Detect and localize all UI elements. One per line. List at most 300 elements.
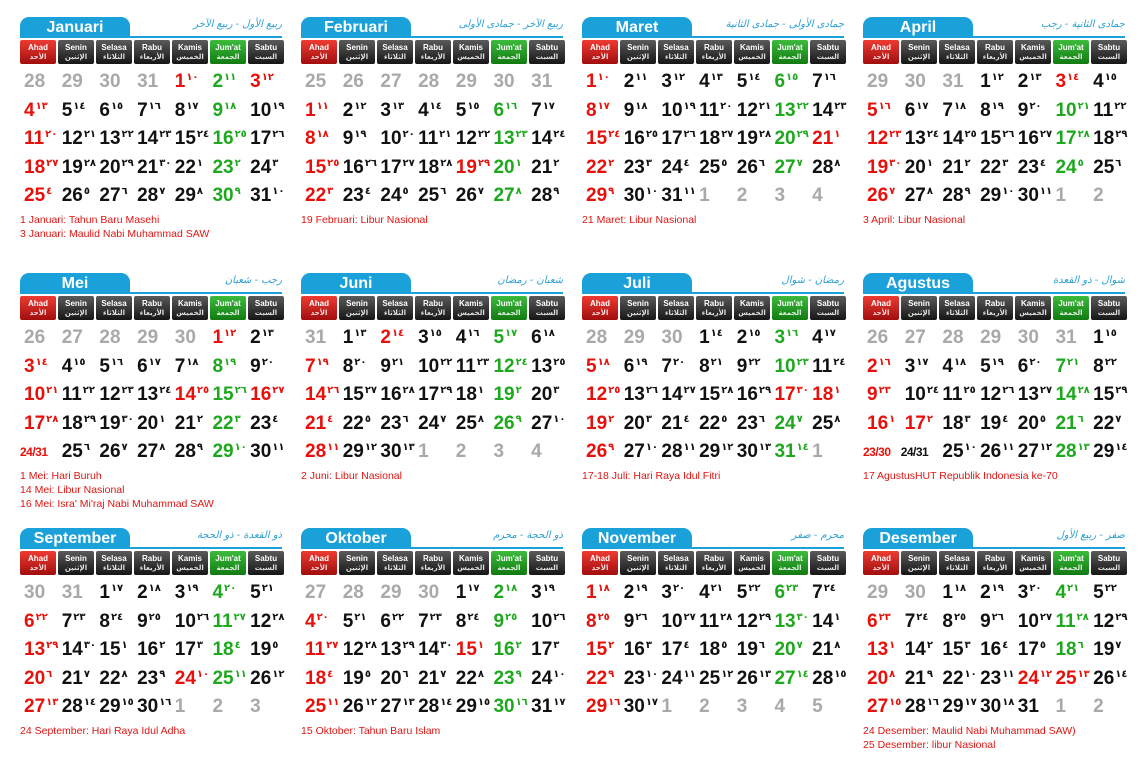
weekday-label: Sabtu: [535, 299, 559, 308]
month-underline: [20, 547, 282, 549]
gregorian-day: 17: [418, 384, 440, 405]
gregorian-day: 13: [99, 128, 121, 149]
gregorian-day: 28: [1055, 441, 1077, 462]
gregorian-day: 31: [250, 185, 272, 206]
day-cell: [620, 438, 658, 467]
gregorian-day: 13: [380, 639, 402, 660]
gregorian-day: 12: [867, 128, 889, 149]
day-cell: [808, 608, 846, 637]
hijri-day: ٣٠: [796, 611, 809, 623]
gregorian-day: 23: [342, 185, 364, 206]
day-cell: [657, 381, 695, 410]
weekday-selasa: [96, 296, 132, 320]
weekday-label: Jum'at: [496, 43, 522, 52]
gregorian-day: 6: [99, 99, 110, 121]
day-cell: [301, 579, 339, 608]
gregorian-day: 29: [699, 441, 721, 462]
hijri-day: ١٠: [964, 668, 977, 680]
day-cell: [657, 154, 695, 183]
day-cell: [1014, 182, 1052, 211]
day-cell: [582, 665, 620, 694]
hijri-day: ٢: [515, 640, 522, 651]
day-cell: [20, 636, 58, 665]
hijri-day: ٢٩: [1115, 611, 1128, 623]
hijri-day: ١٨: [953, 100, 967, 112]
weekday-header-row: [301, 551, 565, 575]
gregorian-day: 13: [493, 128, 515, 149]
day-cell: [171, 636, 209, 665]
month-september: [20, 528, 284, 764]
day-cell: [808, 693, 846, 722]
day-cell: [414, 125, 452, 154]
holiday-notes: [20, 469, 284, 511]
gregorian-day: 24: [174, 667, 196, 689]
gregorian-day: 10: [174, 610, 196, 632]
gregorian-day: 13: [1017, 384, 1039, 405]
weekday-arabic: السبت: [1097, 53, 1121, 61]
month-juli: [582, 273, 846, 509]
day-cell: [489, 324, 527, 353]
hijri-day: ٢٦: [645, 385, 659, 396]
day-grid: [863, 324, 1127, 467]
weekday-rabu: [415, 296, 451, 320]
weekday-arabic: الثلاثاء: [945, 53, 969, 61]
hijri-day: ١٩: [635, 583, 648, 594]
day-cell: [527, 324, 565, 353]
hijri-day: ٣: [1002, 157, 1009, 169]
gregorian-day: 18: [212, 639, 234, 660]
day-cell: [976, 353, 1014, 382]
hijri-day: ٢٧: [1039, 385, 1053, 396]
weekday-arabic: الأحد: [310, 53, 328, 61]
gregorian-day: 26: [736, 667, 758, 689]
gregorian-day: 22: [342, 412, 364, 434]
day-cell: [620, 608, 658, 637]
day-cell: [808, 125, 846, 154]
hijri-day: ٢٢: [391, 611, 405, 623]
weekday-arabic: الخميس: [738, 564, 766, 572]
day-cell: [770, 182, 808, 211]
weekday-kamis: [453, 551, 489, 575]
gregorian-day: 27: [493, 185, 515, 206]
day-cell: [246, 125, 284, 154]
hijri-day: ١٣: [758, 668, 772, 680]
day-cell: [695, 410, 733, 439]
hijri-day: ٦: [83, 442, 90, 453]
hijri-day: ١٢: [672, 72, 686, 83]
hijri-day: ٢٠: [720, 100, 733, 112]
weekday-arabic: الأربعاء: [420, 53, 446, 61]
weekday-arabic: الثلاثاء: [383, 53, 407, 61]
gregorian-day: 5: [493, 327, 505, 348]
hijri-day: ٢٧: [1039, 611, 1053, 623]
hijri-day: ١٠: [964, 442, 977, 453]
gregorian-day: 11: [812, 355, 833, 377]
gregorian-day: 4: [812, 327, 823, 348]
gregorian-day: 14: [812, 610, 834, 632]
gregorian-day: 10: [531, 610, 553, 632]
day-cell: [620, 97, 658, 126]
day-cell: [808, 636, 846, 665]
day-cell: [339, 182, 377, 211]
hijri-day: ١٢: [364, 442, 378, 453]
day-cell: [208, 636, 246, 665]
gregorian-day: 4: [699, 582, 710, 603]
day-cell: [20, 381, 58, 410]
hijri-day: ٢٩: [440, 385, 453, 396]
day-cell: [938, 636, 976, 665]
hijri-day: ٢٩: [758, 611, 772, 623]
hijri-day: ١٧: [916, 100, 929, 112]
gregorian-day: 22: [99, 667, 121, 689]
gregorian-day: 13: [137, 384, 159, 405]
day-cell: [208, 68, 246, 97]
gregorian-day: 12: [99, 384, 121, 405]
day-cell: [1051, 381, 1089, 410]
hijri-day: ١٤: [35, 356, 48, 368]
month-underline: [20, 36, 282, 38]
gregorian-day: 20: [904, 156, 926, 178]
day-cell: [414, 353, 452, 382]
gregorian-day: 2: [623, 71, 635, 92]
gregorian-day: 17: [1055, 128, 1077, 149]
gregorian-day: 18: [418, 156, 440, 178]
hijri-day: ١: [515, 157, 522, 169]
day-cell: [95, 381, 133, 410]
hijri-day: ٢٧: [683, 611, 696, 623]
weekday-sabtu: [810, 40, 846, 64]
weekday-senin: [901, 296, 937, 320]
gregorian-day: 29: [61, 71, 83, 92]
day-cell: [527, 579, 565, 608]
gregorian-day: 29: [623, 327, 645, 348]
weekday-label: Senin: [346, 43, 368, 52]
weekday-arabic: السبت: [535, 309, 559, 317]
gregorian-day: 25: [942, 441, 964, 462]
hijri-day: ٤: [683, 157, 690, 169]
day-cell: [20, 410, 58, 439]
weekday-label: Selasa: [663, 43, 689, 52]
hijri-day: ٢٨: [721, 385, 734, 396]
gregorian-day: 16: [980, 639, 1002, 660]
day-cell: [582, 636, 620, 665]
weekday-label: Ahad: [590, 554, 610, 563]
day-cell: [171, 693, 209, 722]
gregorian-day: 7: [812, 71, 823, 92]
day-cell: [58, 438, 96, 467]
gregorian-day: 30: [980, 696, 1002, 717]
gregorian-day: 9: [250, 355, 261, 377]
day-cell: [808, 381, 846, 410]
day-cell: [976, 381, 1014, 410]
hijri-day: ٢٧: [402, 157, 415, 169]
gregorian-day: 20: [380, 667, 402, 689]
day-cell: [863, 125, 901, 154]
day-cell: [808, 182, 846, 211]
day-cell: [657, 410, 695, 439]
weekday-senin: [339, 40, 375, 64]
day-cell: [1089, 665, 1127, 694]
hijri-day: ٢١: [1067, 583, 1080, 594]
day-cell: [133, 154, 171, 183]
day-cell: [863, 693, 901, 722]
hijri-day: ١٨: [1002, 697, 1015, 708]
gregorian-day: 14: [1055, 384, 1077, 405]
day-cell: [95, 438, 133, 467]
gregorian-day: 31: [305, 327, 327, 348]
weekday-label: Ahad: [309, 554, 329, 563]
weekday-label: Ahad: [28, 299, 48, 308]
weekday-arabic: الجمعة: [497, 564, 521, 572]
day-cell: [20, 154, 58, 183]
day-grid: [582, 68, 846, 211]
hijri-day: ٢٢: [748, 583, 761, 594]
day-cell: [527, 636, 565, 665]
gregorian-day: 23: [1017, 156, 1039, 178]
hijri-months: صفر - ربيع الأول: [1056, 530, 1125, 541]
day-cell: [1089, 579, 1127, 608]
day-cell: [339, 68, 377, 97]
day-cell: [301, 693, 339, 722]
hijri-day: ٢٨: [440, 157, 453, 169]
hijri-day: ٦: [402, 413, 409, 425]
weekday-label: Kamis: [177, 299, 202, 308]
day-cell: [901, 324, 939, 353]
gregorian-day: 27: [61, 327, 83, 348]
day-cell: [901, 154, 939, 183]
gregorian-day: 1: [174, 71, 186, 92]
weekday-selasa: [377, 551, 413, 575]
hijri-day: ٢٦: [553, 611, 566, 623]
weekday-arabic: الثلاثاء: [102, 53, 126, 61]
hijri-day: ٢٧: [721, 129, 734, 140]
day-cell: [808, 665, 846, 694]
hijri-day: ١٨: [148, 583, 161, 594]
day-cell: [1089, 381, 1127, 410]
hijri-day: ٢١: [710, 356, 723, 368]
gregorian-day: 10: [418, 355, 440, 377]
hijri-day: ٣: [645, 157, 652, 169]
hijri-day: ٢٥: [196, 385, 210, 396]
weekday-senin: [339, 296, 375, 320]
month-underline: [20, 292, 282, 294]
weekday-label: Selasa: [382, 299, 408, 308]
day-cell: [376, 410, 414, 439]
gregorian-day: 31: [1017, 696, 1039, 717]
gregorian-day: 30: [904, 582, 926, 603]
gregorian-day: 8: [586, 99, 597, 121]
hijri-day: ١٩: [991, 356, 1004, 368]
day-cell: [452, 154, 490, 183]
day-cell: [452, 665, 490, 694]
gregorian-day: 30: [212, 185, 234, 206]
gregorian-day: 1: [661, 696, 672, 717]
weekday-sabtu: [529, 40, 565, 64]
day-cell: [133, 353, 171, 382]
day-cell: [301, 381, 339, 410]
hijri-day: ١٠: [597, 72, 610, 83]
hijri-day: ٢٠: [354, 356, 367, 368]
day-cell: [95, 608, 133, 637]
weekday-arabic: الخميس: [1019, 309, 1047, 317]
gregorian-day: 20: [99, 156, 121, 178]
day-cell: [339, 125, 377, 154]
gregorian-day: 29: [380, 582, 402, 603]
day-cell: [489, 608, 527, 637]
weekday-label: Senin: [627, 554, 649, 563]
hijri-day: ٢٦: [272, 129, 285, 140]
gregorian-day: 1: [342, 327, 354, 348]
gregorian-day: 25: [1055, 667, 1077, 689]
hijri-day: ١٢: [224, 328, 237, 339]
hijri-day: ٢١: [46, 385, 59, 396]
hijri-day: ٢٨: [758, 129, 772, 140]
weekday-ahad: [863, 551, 899, 575]
weekday-arabic: الخميس: [738, 53, 766, 61]
day-cell: [489, 182, 527, 211]
weekday-arabic: الأحد: [591, 53, 609, 61]
weekday-label: Kamis: [177, 554, 202, 563]
holiday-note: 16 Mei: Isra' Mi'raj Nabi Muhammad SAW: [20, 498, 214, 510]
hijri-months: جمادى الثانية - رجب: [1040, 19, 1125, 30]
gregorian-day: 7: [661, 355, 672, 377]
hijri-months: رمضان - شوال: [781, 275, 844, 286]
gregorian-day: 6: [531, 327, 542, 348]
hijri-day: ١٧: [964, 697, 977, 708]
hijri-day: ٩: [515, 668, 522, 680]
gregorian-day: 16: [342, 156, 364, 178]
hijri-day: ١: [834, 129, 841, 140]
gregorian-day: 1: [455, 582, 467, 603]
gregorian-day: 4: [305, 610, 316, 632]
weekday-arabic: الإثنين: [345, 53, 369, 61]
hijri-day: ١١: [234, 668, 247, 680]
gregorian-day: 1: [699, 185, 710, 206]
weekday-label: Sabtu: [1097, 43, 1121, 52]
holiday-notes: [301, 213, 565, 227]
day-cell: [489, 665, 527, 694]
weekday-header-row: [582, 40, 846, 64]
gregorian-day: 27: [99, 185, 121, 206]
gregorian-day: 14: [904, 639, 926, 660]
weekday-label: Rabu: [704, 299, 724, 308]
gregorian-day: 24: [250, 156, 272, 178]
day-cell: [339, 97, 377, 126]
weekday-kamis: [1015, 296, 1051, 320]
day-cell: [808, 410, 846, 439]
gregorian-day: 1: [586, 582, 597, 603]
day-cell: [863, 97, 901, 126]
gregorian-day: 21: [942, 156, 964, 178]
month-underline: [582, 547, 844, 549]
gregorian-day: 10: [774, 355, 796, 377]
gregorian-day: 17: [380, 156, 402, 178]
day-cell: [452, 579, 490, 608]
gregorian-day: 9: [212, 99, 224, 121]
gregorian-day: 22: [980, 156, 1002, 178]
day-cell: [58, 636, 96, 665]
day-cell: [133, 636, 171, 665]
hijri-day: ٢٤: [608, 129, 621, 140]
weekday-kamis: [1015, 40, 1051, 64]
hijri-day: ٢٨: [1077, 385, 1090, 396]
day-cell: [58, 693, 96, 722]
weekday-kamis: [453, 296, 489, 320]
day-cell: [95, 665, 133, 694]
weekday-jumat: [1053, 296, 1089, 320]
day-cell: [301, 636, 339, 665]
day-cell: [1089, 97, 1127, 126]
gregorian-day: 21: [305, 412, 327, 434]
day-cell: [863, 182, 901, 211]
day-cell: [171, 97, 209, 126]
hijri-day: ٢٢: [82, 385, 95, 396]
gregorian-day: 29: [586, 185, 608, 206]
hijri-day: ٥: [364, 668, 371, 680]
hijri-day: ١٣: [758, 442, 772, 453]
day-cell: [1014, 97, 1052, 126]
day-cell: [414, 608, 452, 637]
day-cell: [489, 438, 527, 467]
hijri-day: ١٥: [73, 356, 86, 368]
hijri-day: ١٩: [316, 356, 329, 368]
gregorian-day: 8: [99, 610, 110, 632]
day-cell: [582, 324, 620, 353]
gregorian-day: 9: [980, 610, 991, 632]
gregorian-day: 26: [980, 441, 1002, 462]
gregorian-day: 11: [61, 384, 82, 405]
gregorian-day: 8: [212, 355, 224, 377]
gregorian-day: 6: [623, 355, 635, 377]
gregorian-day: 31: [137, 71, 159, 92]
gregorian-day: 12: [250, 610, 272, 632]
day-cell: [1051, 125, 1089, 154]
day-cell: [208, 410, 246, 439]
hijri-day: ١٣: [35, 100, 48, 112]
gregorian-day: 20: [774, 128, 796, 149]
weekday-arabic: الثلاثاء: [102, 564, 126, 572]
weekday-label: Jum'at: [777, 43, 803, 52]
day-cell: [1089, 154, 1127, 183]
gregorian-day: 4: [812, 185, 823, 206]
gregorian-day: 24: [380, 185, 402, 206]
day-cell: [414, 693, 452, 722]
day-cell: [171, 182, 209, 211]
gregorian-day: 21: [904, 667, 926, 689]
hijri-day: ٢: [964, 157, 971, 169]
day-cell: [695, 324, 733, 353]
gregorian-day: 28: [342, 582, 364, 603]
gregorian-day: 14: [661, 384, 683, 405]
day-cell: [246, 154, 284, 183]
day-cell: [1014, 665, 1052, 694]
day-cell: [133, 381, 171, 410]
hijri-day: ٤: [272, 413, 279, 425]
weekday-sabtu: [248, 40, 284, 64]
hijri-day: ٩: [608, 442, 615, 453]
day-cell: [620, 182, 658, 211]
day-cell: [527, 381, 565, 410]
hijri-day: ١٥: [786, 72, 799, 83]
hijri-day: ١: [926, 157, 933, 169]
gregorian-day: 29: [455, 696, 477, 717]
day-cell: [582, 68, 620, 97]
weekday-sabtu: [1091, 296, 1127, 320]
hijri-day: ٦: [1077, 640, 1084, 651]
day-cell: [414, 68, 452, 97]
weekday-rabu: [696, 40, 732, 64]
weekday-label: Rabu: [985, 299, 1005, 308]
